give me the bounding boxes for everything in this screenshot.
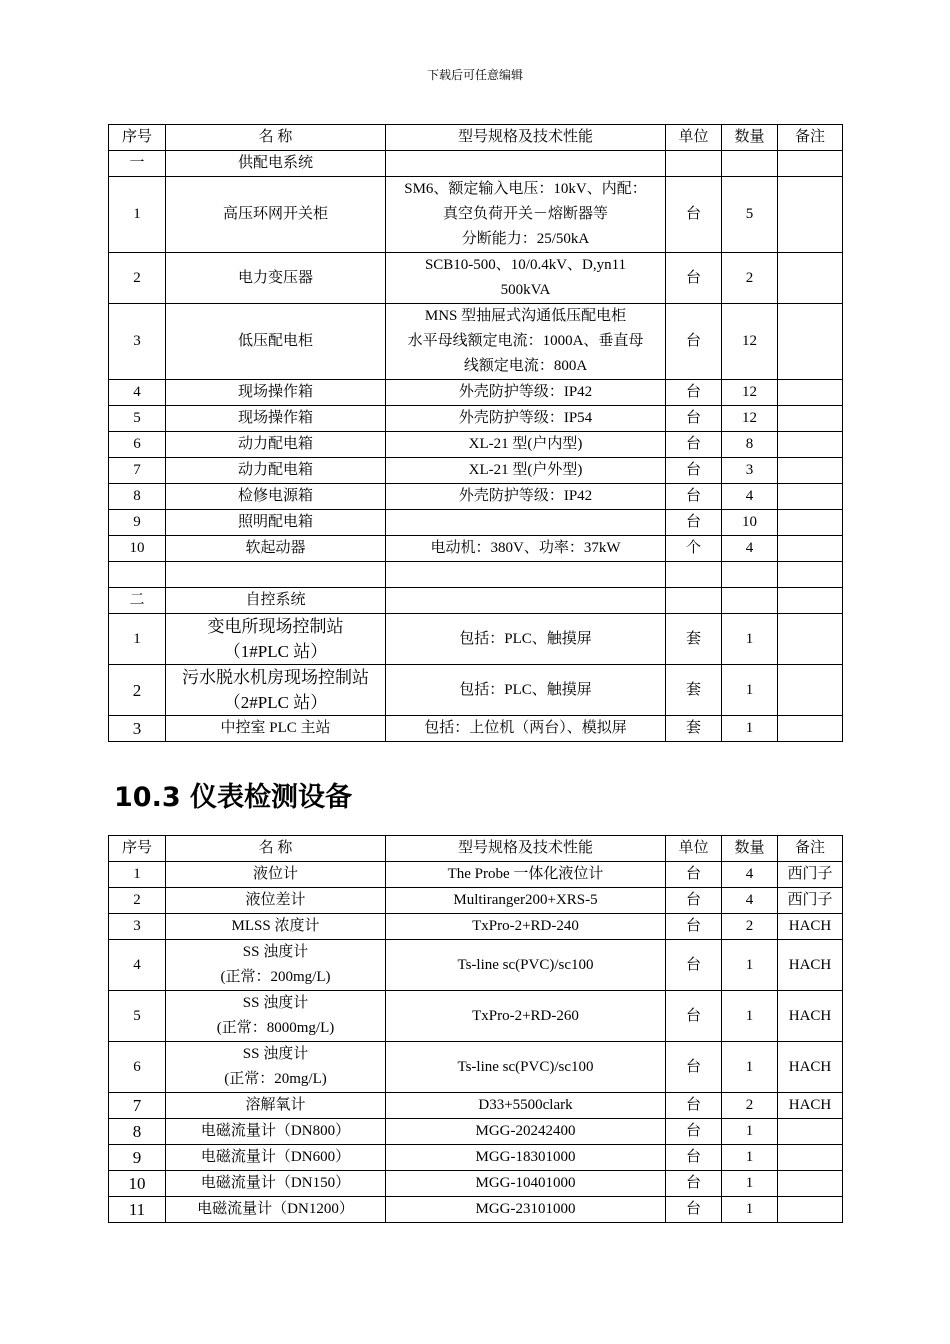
item-name-line: 电磁流量计（DN600） xyxy=(200,1149,351,1165)
section-name: 自控系统 xyxy=(166,588,386,614)
item-name: 现场操作箱 xyxy=(166,380,386,406)
row-number: 3 xyxy=(109,304,166,380)
item-unit: 台 xyxy=(666,1145,722,1171)
item-quantity: 4 xyxy=(722,888,778,914)
item-spec xyxy=(386,406,666,432)
item-unit: 台 xyxy=(666,304,722,380)
item-note xyxy=(778,665,843,716)
row-number: 1 xyxy=(109,614,166,665)
section-title: 10.3 仪表检测设备 xyxy=(114,782,353,813)
item-spec-line: XL-21 型(户内型) xyxy=(468,436,583,452)
item-spec: Multiranger200+XRS-5 xyxy=(386,888,666,914)
item-note xyxy=(778,304,843,380)
item-spec: MGG-23101000 xyxy=(386,1197,666,1223)
item-name-line: 变电所现场控制站 xyxy=(207,617,344,636)
item-quantity: 4 xyxy=(722,536,778,562)
item-name-line: 液位计 xyxy=(252,866,298,882)
item-name-line: (正常：8000mg/L) xyxy=(216,1020,335,1036)
item-spec: 包括：PLC、触摸屏 xyxy=(386,614,666,665)
item-spec: TxPro-2+RD-260 xyxy=(386,991,666,1042)
item-unit: 台 xyxy=(666,177,722,253)
item-quantity: 12 xyxy=(722,380,778,406)
item-note xyxy=(778,1197,843,1223)
item-quantity: 1 xyxy=(722,1171,778,1197)
table-row xyxy=(109,665,843,716)
item-unit: 台 xyxy=(666,1093,722,1119)
item-quantity: 1 xyxy=(722,1145,778,1171)
row-number: 5 xyxy=(109,406,166,432)
item-spec-line: 电动机：380V、功率：37kW xyxy=(430,540,621,556)
item-note xyxy=(778,1171,843,1197)
item-spec-line: 外壳防护等级：IP54 xyxy=(458,410,593,426)
item-spec-line: 水平母线额定电流：1000A、垂直母 xyxy=(407,333,644,349)
row-number: 10 xyxy=(109,1171,166,1197)
row-number: 4 xyxy=(109,380,166,406)
blank-row xyxy=(109,562,843,588)
item-note xyxy=(778,253,843,304)
column-header: 备注 xyxy=(778,836,843,862)
item-unit: 台 xyxy=(666,484,722,510)
row-number: 1 xyxy=(109,862,166,888)
item-spec: 包括：PLC、触摸屏 xyxy=(386,665,666,716)
item-unit: 套 xyxy=(666,716,722,742)
page-header-note: 下载后可任意编辑 xyxy=(426,68,523,82)
section-row xyxy=(109,151,843,177)
item-spec-line: 真空负荷开关－熔断器等 xyxy=(442,206,608,222)
item-name: 高压环网开关柜 xyxy=(166,177,386,253)
item-name-line: 电磁流量计（DN800） xyxy=(200,1123,351,1139)
table-row xyxy=(109,940,843,991)
item-spec: Ts-line sc(PVC)/sc100 xyxy=(386,1042,666,1093)
item-quantity: 1 xyxy=(722,665,778,716)
row-number: 9 xyxy=(109,1145,166,1171)
item-quantity: 4 xyxy=(722,862,778,888)
item-unit: 台 xyxy=(666,888,722,914)
item-quantity: 1 xyxy=(722,940,778,991)
item-name xyxy=(166,940,386,991)
item-name xyxy=(166,614,386,665)
column-header: 名 称 xyxy=(166,836,386,862)
table-row xyxy=(109,614,843,665)
item-spec: MGG-20242400 xyxy=(386,1119,666,1145)
section-name: 供配电系统 xyxy=(166,151,386,177)
section-number: 一 xyxy=(109,151,166,177)
row-number: 5 xyxy=(109,991,166,1042)
table-row xyxy=(109,304,843,380)
item-unit: 个 xyxy=(666,536,722,562)
section-number: 二 xyxy=(109,588,166,614)
item-note: HACH xyxy=(778,914,843,940)
item-spec: 包括：上位机（两台）、模拟屏 xyxy=(386,716,666,742)
table-row xyxy=(109,484,843,510)
item-quantity: 8 xyxy=(722,432,778,458)
item-quantity: 4 xyxy=(722,484,778,510)
item-quantity: 2 xyxy=(722,914,778,940)
row-number: 2 xyxy=(109,253,166,304)
power-control-equipment-table xyxy=(108,124,843,742)
item-note xyxy=(778,406,843,432)
row-number: 6 xyxy=(109,432,166,458)
item-unit: 台 xyxy=(666,991,722,1042)
item-name-line: 液位差计 xyxy=(245,892,306,908)
item-spec: MGG-18301000 xyxy=(386,1145,666,1171)
empty-cell xyxy=(386,588,666,614)
item-name: 照明配电箱 xyxy=(166,510,386,536)
item-name xyxy=(166,665,386,716)
column-header: 名 称 xyxy=(166,125,386,151)
item-name: 现场操作箱 xyxy=(166,406,386,432)
table-row xyxy=(109,177,843,253)
item-spec xyxy=(386,177,666,253)
item-note xyxy=(778,614,843,665)
item-unit: 台 xyxy=(666,253,722,304)
item-name xyxy=(166,1042,386,1093)
item-spec-line: 线额定电流：800A xyxy=(463,358,588,374)
item-name xyxy=(166,862,386,888)
item-unit: 台 xyxy=(666,914,722,940)
item-spec xyxy=(386,458,666,484)
row-number: 8 xyxy=(109,1119,166,1145)
item-unit: 台 xyxy=(666,862,722,888)
item-note xyxy=(778,432,843,458)
item-quantity: 1 xyxy=(722,991,778,1042)
item-note: 西门子 xyxy=(778,888,843,914)
item-name xyxy=(166,914,386,940)
item-unit: 台 xyxy=(666,458,722,484)
item-name xyxy=(166,1119,386,1145)
item-unit: 套 xyxy=(666,614,722,665)
item-spec-line: 外壳防护等级：IP42 xyxy=(458,384,593,400)
table-row xyxy=(109,862,843,888)
item-spec xyxy=(386,253,666,304)
section-row xyxy=(109,588,843,614)
item-quantity: 1 xyxy=(722,1042,778,1093)
empty-cell xyxy=(778,562,843,588)
row-number: 2 xyxy=(109,888,166,914)
instrument-equipment-table xyxy=(108,835,843,1223)
item-quantity: 12 xyxy=(722,304,778,380)
item-unit: 台 xyxy=(666,510,722,536)
table-row xyxy=(109,1197,843,1223)
table-row xyxy=(109,536,843,562)
table-row xyxy=(109,380,843,406)
table-header-row xyxy=(109,836,843,862)
item-name xyxy=(166,1197,386,1223)
item-unit: 台 xyxy=(666,380,722,406)
item-spec: MGG-10401000 xyxy=(386,1171,666,1197)
item-name xyxy=(166,716,386,742)
item-unit: 套 xyxy=(666,665,722,716)
empty-cell xyxy=(722,588,778,614)
item-spec-line: SM6、额定输入电压：10kV、内配： xyxy=(404,181,647,197)
item-name: 动力配电箱 xyxy=(166,458,386,484)
item-name xyxy=(166,1171,386,1197)
item-unit: 台 xyxy=(666,406,722,432)
item-name: 电力变压器 xyxy=(166,253,386,304)
item-spec xyxy=(386,510,666,536)
item-name-line: SS 浊度计 xyxy=(242,1046,309,1062)
item-note xyxy=(778,484,843,510)
item-note: HACH xyxy=(778,1042,843,1093)
item-name xyxy=(166,888,386,914)
row-number: 2 xyxy=(109,665,166,716)
item-quantity: 2 xyxy=(722,1093,778,1119)
table-row xyxy=(109,510,843,536)
item-note: HACH xyxy=(778,1093,843,1119)
item-quantity: 10 xyxy=(722,510,778,536)
table-row xyxy=(109,1119,843,1145)
row-number: 9 xyxy=(109,510,166,536)
table-row xyxy=(109,888,843,914)
table-header-row xyxy=(109,125,843,151)
item-name-line: SS 浊度计 xyxy=(242,944,309,960)
empty-cell xyxy=(666,562,722,588)
item-unit: 台 xyxy=(666,1042,722,1093)
item-spec: The Probe 一体化液位计 xyxy=(386,862,666,888)
empty-cell xyxy=(778,588,843,614)
table-row xyxy=(109,406,843,432)
item-name-line: （2#PLC 站） xyxy=(223,693,328,712)
column-header: 序号 xyxy=(109,836,166,862)
item-note: 西门子 xyxy=(778,862,843,888)
table-row xyxy=(109,1171,843,1197)
row-number: 1 xyxy=(109,177,166,253)
item-name xyxy=(166,1145,386,1171)
column-header: 单位 xyxy=(666,836,722,862)
empty-cell xyxy=(778,151,843,177)
item-quantity: 2 xyxy=(722,253,778,304)
row-number: 3 xyxy=(109,914,166,940)
item-name-line: 电磁流量计（DN1200） xyxy=(197,1201,354,1217)
item-name: 检修电源箱 xyxy=(166,484,386,510)
item-spec xyxy=(386,484,666,510)
item-unit: 台 xyxy=(666,1171,722,1197)
item-quantity: 1 xyxy=(722,716,778,742)
item-spec: TxPro-2+RD-240 xyxy=(386,914,666,940)
empty-cell xyxy=(666,151,722,177)
item-note xyxy=(778,716,843,742)
item-spec: D33+5500clark xyxy=(386,1093,666,1119)
item-quantity: 12 xyxy=(722,406,778,432)
item-name xyxy=(166,1093,386,1119)
item-name: 低压配电柜 xyxy=(166,304,386,380)
empty-cell xyxy=(722,151,778,177)
item-unit: 台 xyxy=(666,940,722,991)
item-name: 软起动器 xyxy=(166,536,386,562)
item-spec-line: MNS 型抽屉式沟通低压配电柜 xyxy=(424,308,627,324)
table-row xyxy=(109,1145,843,1171)
table-row xyxy=(109,458,843,484)
column-header: 数量 xyxy=(722,125,778,151)
table-row xyxy=(109,991,843,1042)
empty-cell xyxy=(386,562,666,588)
item-note xyxy=(778,510,843,536)
row-number: 11 xyxy=(109,1197,166,1223)
table-row xyxy=(109,914,843,940)
item-name-line: MLSS 浓度计 xyxy=(231,918,320,934)
row-number: 7 xyxy=(109,1093,166,1119)
item-name-line: SS 浊度计 xyxy=(242,995,309,1011)
item-quantity: 1 xyxy=(722,1119,778,1145)
empty-cell xyxy=(386,151,666,177)
item-unit: 台 xyxy=(666,1197,722,1223)
empty-cell xyxy=(666,588,722,614)
item-note xyxy=(778,177,843,253)
item-note xyxy=(778,1145,843,1171)
item-spec-line: SCB10-500、10/0.4kV、D,yn11 xyxy=(424,257,627,273)
item-name-line: (正常：20mg/L) xyxy=(224,1071,327,1087)
item-spec xyxy=(386,432,666,458)
item-name-line: （1#PLC 站） xyxy=(223,642,328,661)
empty-cell xyxy=(109,562,166,588)
row-number: 6 xyxy=(109,1042,166,1093)
item-note xyxy=(778,458,843,484)
item-spec-line: 500kVA xyxy=(500,282,551,298)
column-header: 序号 xyxy=(109,125,166,151)
item-note xyxy=(778,380,843,406)
item-spec xyxy=(386,304,666,380)
column-header: 数量 xyxy=(722,836,778,862)
column-header: 型号规格及技术性能 xyxy=(386,125,666,151)
item-spec xyxy=(386,536,666,562)
item-spec-line: XL-21 型(户外型) xyxy=(468,462,583,478)
item-name-line: 溶解氧计 xyxy=(245,1097,306,1113)
row-number: 3 xyxy=(109,716,166,742)
item-name-line: 污水脱水机房现场控制站 xyxy=(182,668,369,687)
item-spec xyxy=(386,380,666,406)
item-unit: 台 xyxy=(666,1119,722,1145)
table-row xyxy=(109,1093,843,1119)
table-row xyxy=(109,716,843,742)
table-row xyxy=(109,432,843,458)
column-header: 型号规格及技术性能 xyxy=(386,836,666,862)
table-row xyxy=(109,253,843,304)
item-note: HACH xyxy=(778,991,843,1042)
table-row xyxy=(109,1042,843,1093)
item-name-line: 电磁流量计（DN150） xyxy=(200,1175,351,1191)
item-name xyxy=(166,991,386,1042)
item-name: 动力配电箱 xyxy=(166,432,386,458)
row-number: 10 xyxy=(109,536,166,562)
row-number: 4 xyxy=(109,940,166,991)
empty-cell xyxy=(166,562,386,588)
item-spec: Ts-line sc(PVC)/sc100 xyxy=(386,940,666,991)
column-header: 备注 xyxy=(778,125,843,151)
item-quantity: 3 xyxy=(722,458,778,484)
item-quantity: 5 xyxy=(722,177,778,253)
item-name-line: (正常：200mg/L) xyxy=(220,969,331,985)
column-header: 单位 xyxy=(666,125,722,151)
row-number: 7 xyxy=(109,458,166,484)
item-spec-line: 分断能力：25/50kA xyxy=(461,231,590,247)
item-quantity: 1 xyxy=(722,614,778,665)
item-name-line: 中控室 PLC 主站 xyxy=(220,720,331,736)
row-number: 8 xyxy=(109,484,166,510)
item-spec-line: 外壳防护等级：IP42 xyxy=(458,488,593,504)
empty-cell xyxy=(722,562,778,588)
item-note xyxy=(778,536,843,562)
item-quantity: 1 xyxy=(722,1197,778,1223)
item-note: HACH xyxy=(778,940,843,991)
item-unit: 台 xyxy=(666,432,722,458)
item-note xyxy=(778,1119,843,1145)
